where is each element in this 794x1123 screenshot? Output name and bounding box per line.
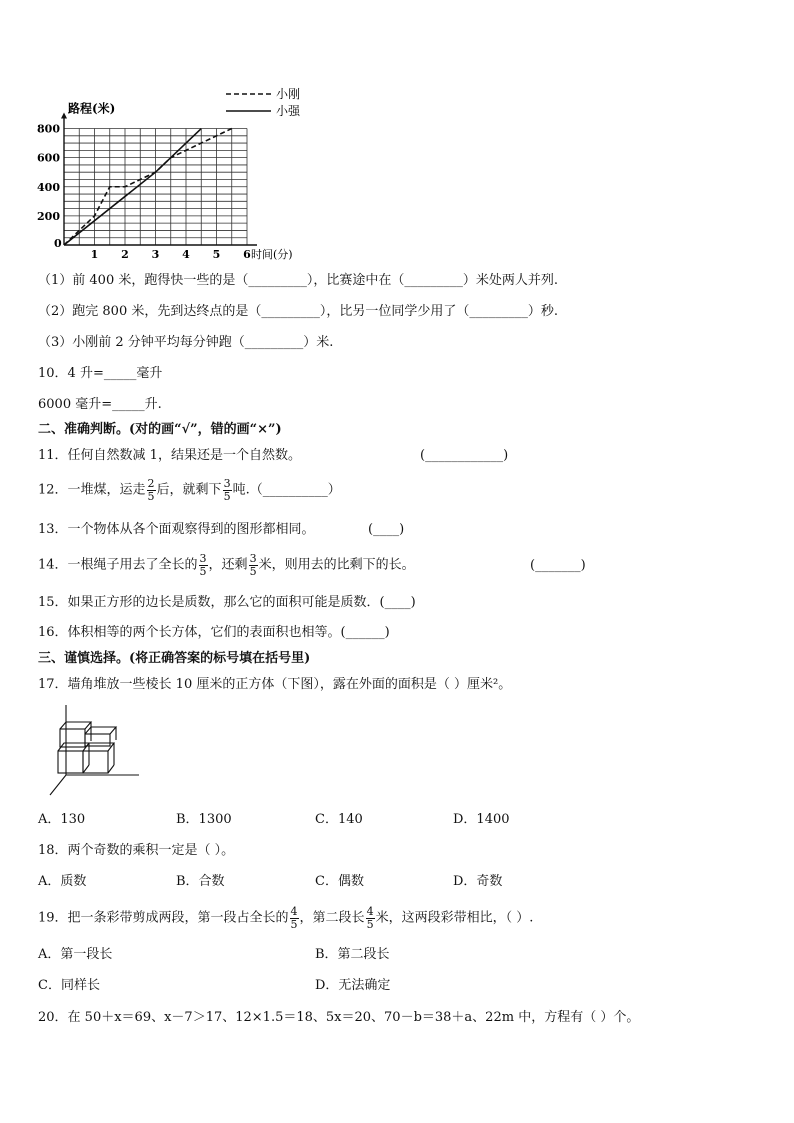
q17-option-b[interactable]: B．1300 <box>176 812 232 827</box>
distance-time-chart <box>30 82 330 262</box>
y-tick-label: 400 <box>37 180 60 194</box>
q14 <box>38 553 415 577</box>
q14-answer-blank: (_______) <box>530 558 586 573</box>
q19-pre: 19．把一条彩带剪成两段，第一段占全长的 <box>38 910 289 926</box>
y-axis-label: 路程(米) <box>68 101 116 116</box>
q19-option-c[interactable]: C．同样长 <box>38 978 100 993</box>
q19-option-a[interactable]: A．第一段长 <box>38 947 113 962</box>
q14-fraction-2: $\frac{3}{5}$ <box>249 552 257 578</box>
chart-legend <box>226 86 301 118</box>
q18-text: 18．两个奇数的乘积一定是（ ）。 <box>38 843 235 858</box>
q12-post: 吨.（__________） <box>232 482 341 498</box>
y-tick-label: 800 <box>37 122 60 136</box>
q12-mid: 后，就剩下 <box>156 482 222 498</box>
q14-mid: ，还剩 <box>208 557 248 573</box>
q17-option-a[interactable]: A．130 <box>38 812 86 827</box>
q19-option-b[interactable]: B．第二段长 <box>315 947 390 962</box>
q14-fraction-1: $\frac{3}{5}$ <box>199 552 207 578</box>
q19-mid: ，第二段长 <box>299 910 365 926</box>
q19-fraction-1: $\frac{4}{5}$ <box>290 905 298 931</box>
q12 <box>38 478 341 502</box>
origin-label: 0 <box>54 237 62 250</box>
y-tick-label: 600 <box>37 151 60 165</box>
q18-option-b[interactable]: B．合数 <box>176 874 225 889</box>
x-tick-label: 6 <box>243 248 251 261</box>
q12-fraction-2: $\frac{3}{5}$ <box>223 477 231 503</box>
q10-line2: 6000 毫升=_____升. <box>38 397 162 412</box>
q14-pre: 14．一根绳子用去了全长的 <box>38 557 198 573</box>
chart-grid <box>64 129 247 245</box>
x-tick-label: 2 <box>121 248 129 261</box>
q9-part1: （1）前 400 米，跑得快一些的是（_________），比赛途中在（_________）米处两人并列. <box>38 273 558 288</box>
q12-fraction-1: $\frac{2}{5}$ <box>147 477 155 503</box>
legend-label: 小强 <box>276 104 301 118</box>
q13-text: 13．一个物体从各个面观察得到的图形都相同。 <box>38 522 315 537</box>
chart-axes <box>61 113 257 245</box>
q12-pre: 12．一堆煤，运走 <box>38 482 146 498</box>
q11-answer-blank: (____________) <box>420 448 509 463</box>
q18-option-d[interactable]: D．奇数 <box>453 874 503 889</box>
legend-label: 小刚 <box>276 87 301 101</box>
x-axis-label: 时间(分) <box>251 248 293 261</box>
x-tick-label: 5 <box>212 248 221 261</box>
x-tick-label: 1 <box>90 248 99 261</box>
x-tick-label: 3 <box>151 248 160 261</box>
q19-post: 米，这两段彩带相比，（ ）. <box>375 910 534 926</box>
q18-option-a[interactable]: A．质数 <box>38 874 87 889</box>
q9-part3: （3）小刚前 2 分钟平均每分钟跑（_________）米. <box>38 335 334 350</box>
q16-text: 16．体积相等的两个长方体，它们的表面积也相等。(______) <box>38 625 390 640</box>
q19-fraction-2: $\frac{4}{5}$ <box>366 905 374 931</box>
q9-part2: （2）跑完 800 米，先到达终点的是（_________），比另一位同学少用了（_________）秒. <box>38 304 558 319</box>
q15-text: 15．如果正方形的边长是质数，那么它的面积可能是质数．(____) <box>38 595 416 610</box>
q19 <box>38 906 533 930</box>
section-3-heading: 三、谨慎选择。(将正确答案的标号填在括号里) <box>38 651 311 666</box>
q17-option-d[interactable]: D．1400 <box>453 812 510 827</box>
q17-text: 17．墙角堆放一些棱长 10 厘米的正方体（下图），露在外面的面积是（ ）厘米²。 <box>38 677 512 692</box>
q18-option-c[interactable]: C．偶数 <box>315 874 364 889</box>
y-tick-label: 200 <box>37 209 60 223</box>
y-axis-arrow <box>61 113 67 119</box>
q19-option-d[interactable]: D．无法确定 <box>315 978 391 993</box>
cube-stack-figure <box>44 703 144 803</box>
section-2-heading: 二、准确判断。(对的画“√”，错的画“×”) <box>38 422 282 437</box>
q20-text: 20．在 50＋x＝69、x－7＞17、12×1.5＝18、5x＝20、70－b＝38＋a、22m 中，方程有（ ）个。 <box>38 1010 640 1025</box>
q14-post: 米，则用去的比剩下的长。 <box>258 557 415 573</box>
q17-option-c[interactable]: C．140 <box>315 812 363 827</box>
x-tick-label: 4 <box>182 248 190 261</box>
q13-answer-blank: (____) <box>368 522 405 537</box>
q10-line1: 10．4 升=_____毫升 <box>38 366 163 381</box>
q11-text: 11．任何自然数减 1，结果还是一个自然数。 <box>38 448 301 463</box>
